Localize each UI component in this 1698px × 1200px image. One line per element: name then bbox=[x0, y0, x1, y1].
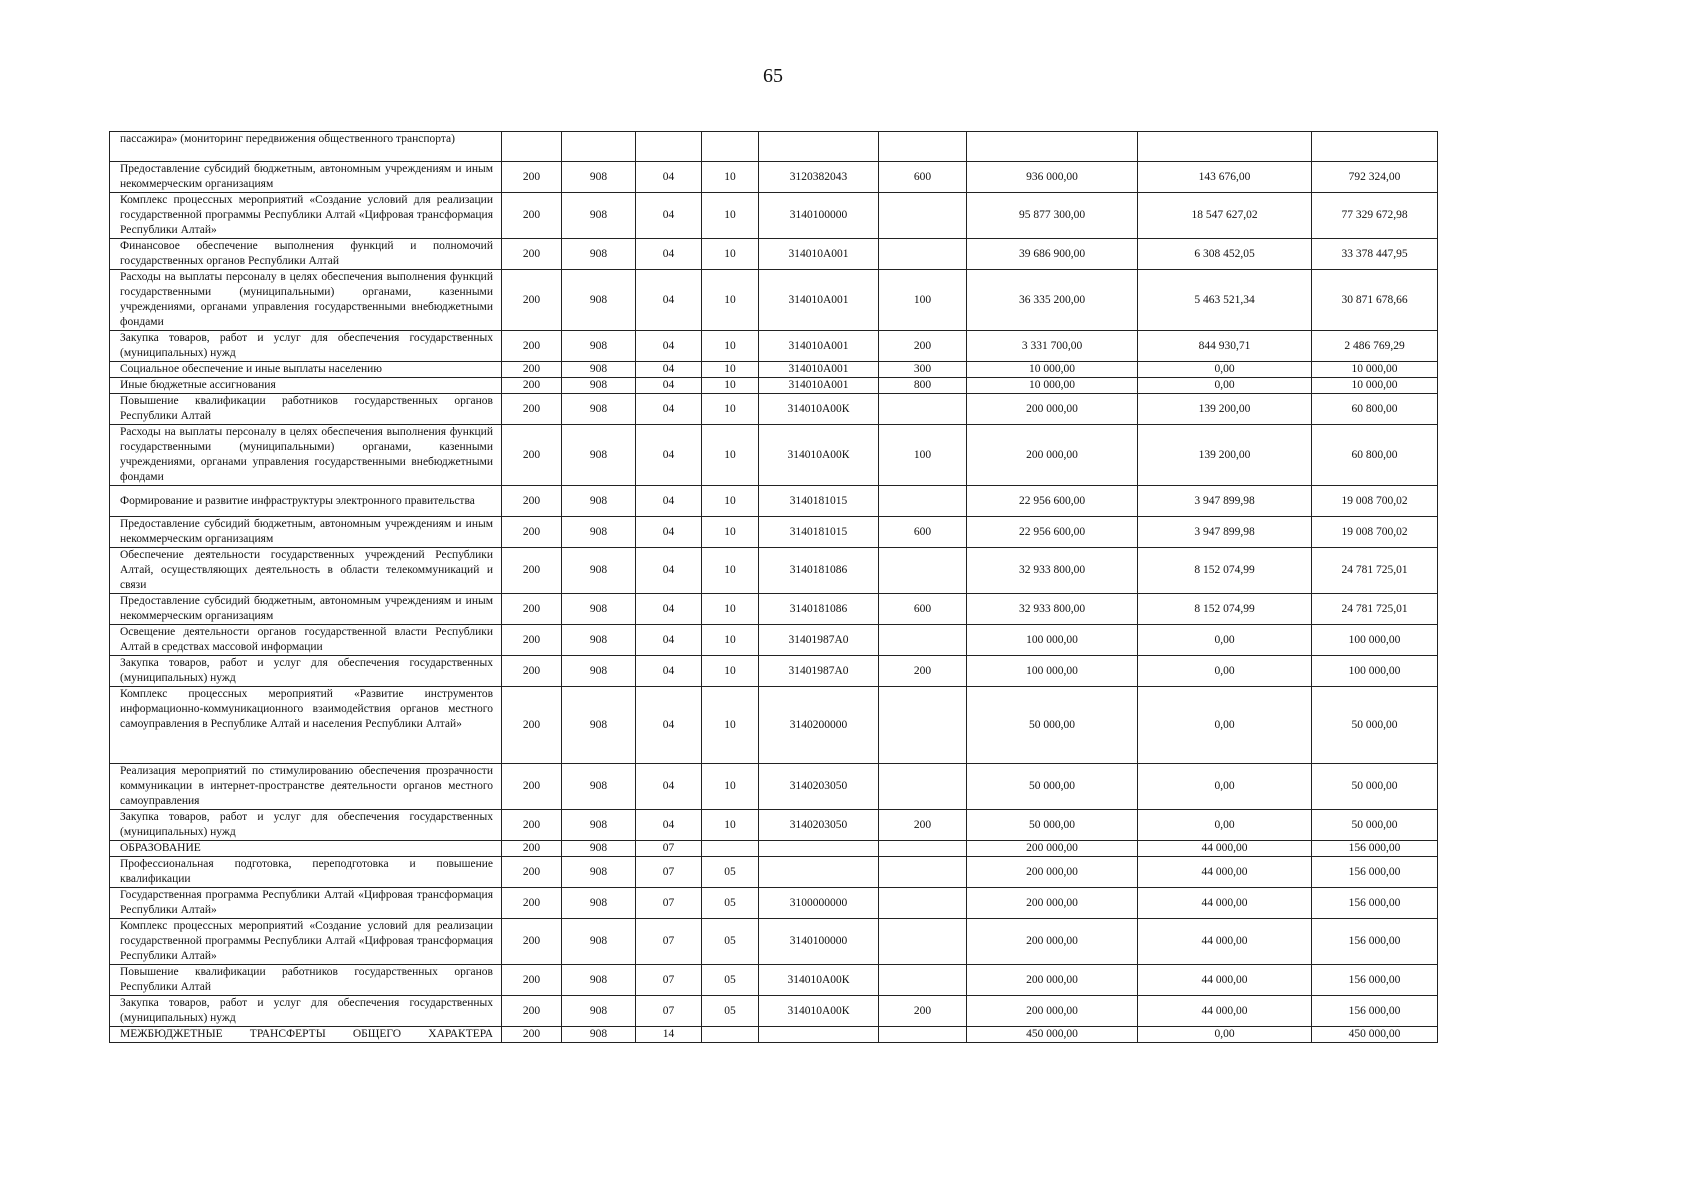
kvsr-cell: 908 bbox=[562, 378, 636, 394]
glava-cell: 200 bbox=[502, 919, 562, 965]
glava-cell: 200 bbox=[502, 239, 562, 270]
sum-cell: 450 000,00 bbox=[967, 1027, 1138, 1043]
glava-cell: 200 bbox=[502, 888, 562, 919]
row-name-cell: Закупка товаров, работ и услуг для обеспечения государственных (муниципальных) нужд bbox=[110, 810, 502, 841]
vr-cell: 200 bbox=[879, 331, 967, 362]
spent-cell: 44 000,00 bbox=[1138, 919, 1312, 965]
spent-cell bbox=[1138, 132, 1312, 162]
sum-cell: 10 000,00 bbox=[967, 378, 1138, 394]
csr-cell: 314010А001 bbox=[759, 378, 879, 394]
csr-cell: 31401987А0 bbox=[759, 625, 879, 656]
sum-cell: 22 956 600,00 bbox=[967, 486, 1138, 517]
sum-cell bbox=[967, 132, 1138, 162]
table-row bbox=[110, 996, 1438, 1027]
csr-cell: 3140181015 bbox=[759, 517, 879, 548]
kvsr-cell: 908 bbox=[562, 1027, 636, 1043]
table-row bbox=[110, 362, 1438, 378]
glava-cell: 200 bbox=[502, 193, 562, 239]
kvsr-cell: 908 bbox=[562, 656, 636, 687]
table-row bbox=[110, 548, 1438, 594]
vr-cell bbox=[879, 486, 967, 517]
glava-cell: 200 bbox=[502, 996, 562, 1027]
rz-cell: 04 bbox=[636, 394, 702, 425]
csr-cell: 3140181086 bbox=[759, 594, 879, 625]
csr-cell: 314010А00К bbox=[759, 965, 879, 996]
glava-cell: 200 bbox=[502, 857, 562, 888]
rest-cell: 100 000,00 bbox=[1312, 656, 1438, 687]
csr-cell: 31401987А0 bbox=[759, 656, 879, 687]
rest-cell: 156 000,00 bbox=[1312, 888, 1438, 919]
table-row bbox=[110, 687, 1438, 764]
csr-cell: 3120382043 bbox=[759, 162, 879, 193]
pr-cell bbox=[702, 841, 759, 857]
csr-cell: 3140100000 bbox=[759, 193, 879, 239]
sum-cell: 200 000,00 bbox=[967, 919, 1138, 965]
spent-cell: 0,00 bbox=[1138, 625, 1312, 656]
row-name-cell: Профессиональная подготовка, переподготовка и повышение квалификации bbox=[110, 857, 502, 888]
row-name-cell: Предоставление субсидий бюджетным, автономным учреждениям и иным некоммерческим организациям bbox=[110, 594, 502, 625]
sum-cell: 200 000,00 bbox=[967, 425, 1138, 486]
csr-cell: 3140203050 bbox=[759, 764, 879, 810]
row-name-cell: Реализация мероприятий по стимулированию обеспечения прозрачности коммуникации в интернет-пространстве деятельности органов местного самоуправления bbox=[110, 764, 502, 810]
glava-cell: 200 bbox=[502, 425, 562, 486]
row-name-cell: Формирование и развитие инфраструктуры электронного правительства bbox=[110, 486, 502, 517]
pr-cell: 10 bbox=[702, 625, 759, 656]
sum-cell: 39 686 900,00 bbox=[967, 239, 1138, 270]
spent-cell: 0,00 bbox=[1138, 378, 1312, 394]
pr-cell: 10 bbox=[702, 656, 759, 687]
spent-cell: 0,00 bbox=[1138, 362, 1312, 378]
table-row bbox=[110, 594, 1438, 625]
rz-cell: 14 bbox=[636, 1027, 702, 1043]
rest-cell: 24 781 725,01 bbox=[1312, 548, 1438, 594]
glava-cell: 200 bbox=[502, 378, 562, 394]
rest-cell: 24 781 725,01 bbox=[1312, 594, 1438, 625]
kvsr-cell: 908 bbox=[562, 810, 636, 841]
rest-cell: 156 000,00 bbox=[1312, 965, 1438, 996]
table-row bbox=[110, 162, 1438, 193]
row-name-cell: Иные бюджетные ассигнования bbox=[110, 378, 502, 394]
vr-cell bbox=[879, 548, 967, 594]
pr-cell: 10 bbox=[702, 517, 759, 548]
rz-cell: 07 bbox=[636, 841, 702, 857]
sum-cell: 50 000,00 bbox=[967, 764, 1138, 810]
rest-cell: 50 000,00 bbox=[1312, 687, 1438, 764]
glava-cell: 200 bbox=[502, 270, 562, 331]
table-row bbox=[110, 270, 1438, 331]
pr-cell: 10 bbox=[702, 362, 759, 378]
table-row bbox=[110, 810, 1438, 841]
row-name-cell: Повышение квалификации работников государственных органов Республики Алтай bbox=[110, 965, 502, 996]
csr-cell: 3140181086 bbox=[759, 548, 879, 594]
row-name-cell: Закупка товаров, работ и услуг для обеспечения государственных (муниципальных) нужд bbox=[110, 331, 502, 362]
table-row bbox=[110, 517, 1438, 548]
pr-cell: 10 bbox=[702, 594, 759, 625]
rest-cell: 33 378 447,95 bbox=[1312, 239, 1438, 270]
rz-cell: 04 bbox=[636, 362, 702, 378]
pr-cell: 10 bbox=[702, 162, 759, 193]
table-row bbox=[110, 486, 1438, 517]
row-name-cell: Закупка товаров, работ и услуг для обеспечения государственных (муниципальных) нужд bbox=[110, 996, 502, 1027]
csr-cell: 3140100000 bbox=[759, 919, 879, 965]
glava-cell: 200 bbox=[502, 594, 562, 625]
csr-cell: 314010А001 bbox=[759, 270, 879, 331]
rest-cell: 10 000,00 bbox=[1312, 362, 1438, 378]
table-row bbox=[110, 132, 1438, 162]
spent-cell: 44 000,00 bbox=[1138, 965, 1312, 996]
glava-cell: 200 bbox=[502, 810, 562, 841]
csr-cell: 314010А00К bbox=[759, 394, 879, 425]
sum-cell: 200 000,00 bbox=[967, 965, 1138, 996]
table-row bbox=[110, 888, 1438, 919]
csr-cell: 314010А001 bbox=[759, 331, 879, 362]
csr-cell: 3140200000 bbox=[759, 687, 879, 764]
glava-cell: 200 bbox=[502, 656, 562, 687]
vr-cell bbox=[879, 857, 967, 888]
csr-cell: 3100000000 bbox=[759, 888, 879, 919]
pr-cell: 10 bbox=[702, 270, 759, 331]
rz-cell: 04 bbox=[636, 594, 702, 625]
kvsr-cell: 908 bbox=[562, 193, 636, 239]
rest-cell: 156 000,00 bbox=[1312, 841, 1438, 857]
table-row bbox=[110, 625, 1438, 656]
rz-cell: 04 bbox=[636, 486, 702, 517]
sum-cell: 3 331 700,00 bbox=[967, 331, 1138, 362]
rest-cell bbox=[1312, 132, 1438, 162]
vr-cell: 300 bbox=[879, 362, 967, 378]
spent-cell: 0,00 bbox=[1138, 810, 1312, 841]
vr-cell: 600 bbox=[879, 517, 967, 548]
row-name-cell: Финансовое обеспечение выполнения функций и полномочий государственных органов Республики Алтай bbox=[110, 239, 502, 270]
kvsr-cell: 908 bbox=[562, 764, 636, 810]
sum-cell: 100 000,00 bbox=[967, 625, 1138, 656]
rz-cell: 04 bbox=[636, 548, 702, 594]
pr-cell: 10 bbox=[702, 486, 759, 517]
glava-cell: 200 bbox=[502, 162, 562, 193]
table-row bbox=[110, 394, 1438, 425]
vr-cell bbox=[879, 132, 967, 162]
sum-cell: 50 000,00 bbox=[967, 687, 1138, 764]
glava-cell: 200 bbox=[502, 1027, 562, 1043]
csr-cell: 3140203050 bbox=[759, 810, 879, 841]
vr-cell bbox=[879, 919, 967, 965]
spent-cell: 3 947 899,98 bbox=[1138, 517, 1312, 548]
table-row bbox=[110, 239, 1438, 270]
vr-cell bbox=[879, 888, 967, 919]
kvsr-cell: 908 bbox=[562, 162, 636, 193]
pr-cell: 05 bbox=[702, 919, 759, 965]
glava-cell: 200 bbox=[502, 841, 562, 857]
rz-cell: 04 bbox=[636, 425, 702, 486]
vr-cell bbox=[879, 394, 967, 425]
row-name-cell: Обеспечение деятельности государственных учреждений Республики Алтай, осуществляющих деятельность в области телекоммуникаций и связи bbox=[110, 548, 502, 594]
pr-cell: 10 bbox=[702, 394, 759, 425]
glava-cell bbox=[502, 132, 562, 162]
vr-cell: 200 bbox=[879, 656, 967, 687]
glava-cell: 200 bbox=[502, 764, 562, 810]
pr-cell: 10 bbox=[702, 548, 759, 594]
pr-cell bbox=[702, 132, 759, 162]
csr-cell bbox=[759, 1027, 879, 1043]
row-name-cell: МЕЖБЮДЖЕТНЫЕ ТРАНСФЕРТЫ ОБЩЕГО ХАРАКТЕРА bbox=[110, 1027, 502, 1043]
spent-cell: 6 308 452,05 bbox=[1138, 239, 1312, 270]
kvsr-cell: 908 bbox=[562, 394, 636, 425]
rest-cell: 19 008 700,02 bbox=[1312, 486, 1438, 517]
vr-cell bbox=[879, 193, 967, 239]
table-row bbox=[110, 1027, 1438, 1043]
pr-cell: 10 bbox=[702, 331, 759, 362]
spent-cell: 0,00 bbox=[1138, 764, 1312, 810]
pr-cell: 05 bbox=[702, 965, 759, 996]
row-name-cell: Государственная программа Республики Алтай «Цифровая трансформация Республики Алтай» bbox=[110, 888, 502, 919]
vr-cell: 200 bbox=[879, 810, 967, 841]
vr-cell bbox=[879, 239, 967, 270]
spent-cell: 0,00 bbox=[1138, 687, 1312, 764]
row-name-cell: Предоставление субсидий бюджетным, автономным учреждениям и иным некоммерческим организациям bbox=[110, 162, 502, 193]
vr-cell: 800 bbox=[879, 378, 967, 394]
table-row bbox=[110, 965, 1438, 996]
spent-cell: 18 547 627,02 bbox=[1138, 193, 1312, 239]
vr-cell: 600 bbox=[879, 162, 967, 193]
spent-cell: 44 000,00 bbox=[1138, 857, 1312, 888]
rz-cell: 04 bbox=[636, 331, 702, 362]
sum-cell: 200 000,00 bbox=[967, 996, 1138, 1027]
sum-cell: 200 000,00 bbox=[967, 394, 1138, 425]
spent-cell: 139 200,00 bbox=[1138, 425, 1312, 486]
kvsr-cell: 908 bbox=[562, 362, 636, 378]
rz-cell: 04 bbox=[636, 625, 702, 656]
spent-cell: 139 200,00 bbox=[1138, 394, 1312, 425]
rest-cell: 10 000,00 bbox=[1312, 378, 1438, 394]
glava-cell: 200 bbox=[502, 331, 562, 362]
pr-cell bbox=[702, 1027, 759, 1043]
kvsr-cell: 908 bbox=[562, 270, 636, 331]
spent-cell: 0,00 bbox=[1138, 1027, 1312, 1043]
rz-cell: 04 bbox=[636, 810, 702, 841]
kvsr-cell: 908 bbox=[562, 996, 636, 1027]
table-row bbox=[110, 331, 1438, 362]
budget-table-body bbox=[110, 132, 1438, 1043]
kvsr-cell: 908 bbox=[562, 857, 636, 888]
sum-cell: 22 956 600,00 bbox=[967, 517, 1138, 548]
glava-cell: 200 bbox=[502, 517, 562, 548]
vr-cell bbox=[879, 1027, 967, 1043]
rz-cell: 07 bbox=[636, 919, 702, 965]
csr-cell: 314010А001 bbox=[759, 362, 879, 378]
table-row bbox=[110, 764, 1438, 810]
kvsr-cell: 908 bbox=[562, 965, 636, 996]
rz-cell: 07 bbox=[636, 965, 702, 996]
glava-cell: 200 bbox=[502, 625, 562, 656]
pr-cell: 10 bbox=[702, 193, 759, 239]
vr-cell: 100 bbox=[879, 270, 967, 331]
vr-cell bbox=[879, 687, 967, 764]
pr-cell: 10 bbox=[702, 687, 759, 764]
table-row bbox=[110, 919, 1438, 965]
row-name-cell: Предоставление субсидий бюджетным, автономным учреждениям и иным некоммерческим организациям bbox=[110, 517, 502, 548]
pr-cell: 10 bbox=[702, 810, 759, 841]
kvsr-cell: 908 bbox=[562, 548, 636, 594]
row-name-cell: Закупка товаров, работ и услуг для обеспечения государственных (муниципальных) нужд bbox=[110, 656, 502, 687]
sum-cell: 50 000,00 bbox=[967, 810, 1138, 841]
rz-cell: 07 bbox=[636, 857, 702, 888]
spent-cell: 44 000,00 bbox=[1138, 888, 1312, 919]
table-row bbox=[110, 656, 1438, 687]
rest-cell: 156 000,00 bbox=[1312, 857, 1438, 888]
pr-cell: 10 bbox=[702, 425, 759, 486]
kvsr-cell: 908 bbox=[562, 239, 636, 270]
kvsr-cell: 908 bbox=[562, 486, 636, 517]
rz-cell: 04 bbox=[636, 378, 702, 394]
rest-cell: 19 008 700,02 bbox=[1312, 517, 1438, 548]
csr-cell bbox=[759, 841, 879, 857]
pr-cell: 05 bbox=[702, 888, 759, 919]
spent-cell: 3 947 899,98 bbox=[1138, 486, 1312, 517]
row-name-cell: Комплекс процессных мероприятий «Создание условий для реализации государственной программы Республики Алтай «Цифровая трансформация Республики Алтай» bbox=[110, 919, 502, 965]
rest-cell: 100 000,00 bbox=[1312, 625, 1438, 656]
rest-cell: 60 800,00 bbox=[1312, 394, 1438, 425]
rz-cell: 04 bbox=[636, 687, 702, 764]
sum-cell: 32 933 800,00 bbox=[967, 594, 1138, 625]
rest-cell: 60 800,00 bbox=[1312, 425, 1438, 486]
csr-cell: 314010А00К bbox=[759, 425, 879, 486]
csr-cell bbox=[759, 132, 879, 162]
rest-cell: 77 329 672,98 bbox=[1312, 193, 1438, 239]
rest-cell: 450 000,00 bbox=[1312, 1027, 1438, 1043]
spent-cell: 5 463 521,34 bbox=[1138, 270, 1312, 331]
sum-cell: 95 877 300,00 bbox=[967, 193, 1138, 239]
rz-cell: 04 bbox=[636, 193, 702, 239]
spent-cell: 844 930,71 bbox=[1138, 331, 1312, 362]
csr-cell: 314010А00К bbox=[759, 996, 879, 1027]
page-number: 65 bbox=[763, 65, 783, 87]
kvsr-cell: 908 bbox=[562, 841, 636, 857]
vr-cell bbox=[879, 764, 967, 810]
kvsr-cell: 908 bbox=[562, 425, 636, 486]
glava-cell: 200 bbox=[502, 362, 562, 378]
glava-cell: 200 bbox=[502, 486, 562, 517]
pr-cell: 10 bbox=[702, 378, 759, 394]
rz-cell: 04 bbox=[636, 162, 702, 193]
kvsr-cell: 908 bbox=[562, 331, 636, 362]
pr-cell: 10 bbox=[702, 764, 759, 810]
table-row bbox=[110, 857, 1438, 888]
row-name-cell: пассажира» (мониторинг передвижения общественного транспорта) bbox=[110, 132, 502, 162]
spent-cell: 44 000,00 bbox=[1138, 841, 1312, 857]
vr-cell: 100 bbox=[879, 425, 967, 486]
rz-cell: 07 bbox=[636, 888, 702, 919]
csr-cell bbox=[759, 857, 879, 888]
glava-cell: 200 bbox=[502, 394, 562, 425]
vr-cell: 600 bbox=[879, 594, 967, 625]
rest-cell: 156 000,00 bbox=[1312, 996, 1438, 1027]
rest-cell: 30 871 678,66 bbox=[1312, 270, 1438, 331]
rest-cell: 50 000,00 bbox=[1312, 764, 1438, 810]
vr-cell bbox=[879, 965, 967, 996]
kvsr-cell: 908 bbox=[562, 594, 636, 625]
row-name-cell: Освещение деятельности органов государственной власти Республики Алтай в средствах массовой информации bbox=[110, 625, 502, 656]
spent-cell: 143 676,00 bbox=[1138, 162, 1312, 193]
rz-cell: 04 bbox=[636, 239, 702, 270]
spent-cell: 44 000,00 bbox=[1138, 996, 1312, 1027]
row-name-cell: Расходы на выплаты персоналу в целях обеспечения выполнения функций государственными (муниципальными) органами, казенными учреждениями, органами управления государственными внебюджетными фондами bbox=[110, 270, 502, 331]
glava-cell: 200 bbox=[502, 965, 562, 996]
rz-cell: 04 bbox=[636, 656, 702, 687]
sum-cell: 10 000,00 bbox=[967, 362, 1138, 378]
kvsr-cell: 908 bbox=[562, 919, 636, 965]
pr-cell: 05 bbox=[702, 857, 759, 888]
table-row bbox=[110, 193, 1438, 239]
spent-cell: 8 152 074,99 bbox=[1138, 594, 1312, 625]
csr-cell: 314010А001 bbox=[759, 239, 879, 270]
glava-cell: 200 bbox=[502, 548, 562, 594]
rest-cell: 50 000,00 bbox=[1312, 810, 1438, 841]
kvsr-cell bbox=[562, 132, 636, 162]
vr-cell bbox=[879, 625, 967, 656]
kvsr-cell: 908 bbox=[562, 888, 636, 919]
budget-table bbox=[109, 131, 1438, 1043]
rz-cell bbox=[636, 132, 702, 162]
row-name-cell: ОБРАЗОВАНИЕ bbox=[110, 841, 502, 857]
table-row bbox=[110, 425, 1438, 486]
spent-cell: 8 152 074,99 bbox=[1138, 548, 1312, 594]
rz-cell: 07 bbox=[636, 996, 702, 1027]
row-name-cell: Комплекс процессных мероприятий «Развитие инструментов информационно-коммуникационного взаимодействия органов местного самоуправления в Республике Алтай и населения Республики Алтай» bbox=[110, 687, 502, 764]
rz-cell: 04 bbox=[636, 270, 702, 331]
sum-cell: 36 335 200,00 bbox=[967, 270, 1138, 331]
row-name-cell: Расходы на выплаты персоналу в целях обеспечения выполнения функций государственными (муниципальными) органами, казенными учреждениями, органами управления государственными внебюджетными фондами bbox=[110, 425, 502, 486]
rz-cell: 04 bbox=[636, 517, 702, 548]
row-name-cell: Повышение квалификации работников государственных органов Республики Алтай bbox=[110, 394, 502, 425]
csr-cell: 3140181015 bbox=[759, 486, 879, 517]
kvsr-cell: 908 bbox=[562, 625, 636, 656]
kvsr-cell: 908 bbox=[562, 517, 636, 548]
row-name-cell: Комплекс процессных мероприятий «Создание условий для реализации государственной программы Республики Алтай «Цифровая трансформация Республики Алтай» bbox=[110, 193, 502, 239]
rest-cell: 2 486 769,29 bbox=[1312, 331, 1438, 362]
sum-cell: 936 000,00 bbox=[967, 162, 1138, 193]
sum-cell: 200 000,00 bbox=[967, 841, 1138, 857]
pr-cell: 05 bbox=[702, 996, 759, 1027]
rest-cell: 792 324,00 bbox=[1312, 162, 1438, 193]
table-row bbox=[110, 378, 1438, 394]
glava-cell: 200 bbox=[502, 687, 562, 764]
spent-cell: 0,00 bbox=[1138, 656, 1312, 687]
vr-cell bbox=[879, 841, 967, 857]
sum-cell: 100 000,00 bbox=[967, 656, 1138, 687]
table-row bbox=[110, 841, 1438, 857]
rz-cell: 04 bbox=[636, 764, 702, 810]
sum-cell: 200 000,00 bbox=[967, 888, 1138, 919]
sum-cell: 200 000,00 bbox=[967, 857, 1138, 888]
row-name-cell: Социальное обеспечение и иные выплаты населению bbox=[110, 362, 502, 378]
kvsr-cell: 908 bbox=[562, 687, 636, 764]
sum-cell: 32 933 800,00 bbox=[967, 548, 1138, 594]
vr-cell: 200 bbox=[879, 996, 967, 1027]
pr-cell: 10 bbox=[702, 239, 759, 270]
rest-cell: 156 000,00 bbox=[1312, 919, 1438, 965]
